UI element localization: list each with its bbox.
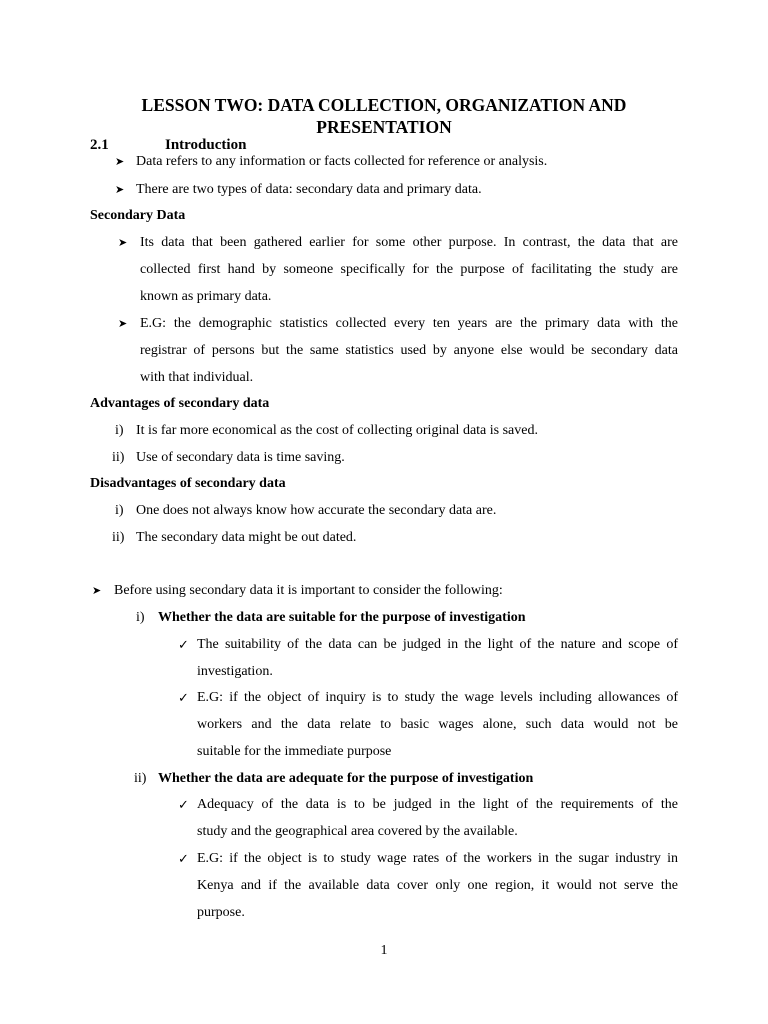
advantages-item-1: It is far more economical as the cost of collecting original data is saved. xyxy=(136,423,538,438)
arrow-bullet-icon: ➤ xyxy=(115,184,125,196)
advantages-item-2: Use of secondary data is time saving. xyxy=(136,450,345,465)
secondary-bullet-1-line-2: collected first hand by someone specifically for the purpose of facilitating the study are xyxy=(140,262,678,277)
section-number: 2.1 xyxy=(90,137,109,153)
check-icon: ✓ xyxy=(178,637,189,652)
title-line-1: LESSON TWO: DATA COLLECTION, ORGANIZATION AND xyxy=(141,95,627,115)
arrow-bullet-icon: ➤ xyxy=(115,156,125,168)
secondary-bullet-2-line-1: E.G: the demographic statistics collected every ten years are the primary data with the xyxy=(140,316,678,331)
consideration-2-check-1-line-1: Adequacy of the data is to be judged in the light of the requirements of the xyxy=(197,797,678,812)
arrow-bullet-icon: ➤ xyxy=(118,237,128,249)
advantages-marker-2: ii) xyxy=(112,450,125,465)
consideration-heading-1: Whether the data are suitable for the purpose of investigation xyxy=(158,610,526,625)
check-icon: ✓ xyxy=(178,690,189,705)
consideration-1-check-2-line-1: E.G: if the object of inquiry is to study the wage levels including allowances of xyxy=(197,690,678,705)
consideration-1-check-1-line-2: investigation. xyxy=(197,664,273,679)
consideration-1-check-1-line-1: The suitability of the data can be judged in the light of the nature and scope of xyxy=(197,637,678,652)
consideration-2-check-2-line-2: Kenya and if the available data cover only one region, it would not serve the xyxy=(197,878,678,893)
disadvantages-heading: Disadvantages of secondary data xyxy=(90,476,286,491)
consideration-marker-2: ii) xyxy=(134,771,147,786)
advantages-heading: Advantages of secondary data xyxy=(90,396,270,411)
secondary-bullet-1-line-1: Its data that been gathered earlier for some other purpose. In contrast, the data that are xyxy=(140,235,678,250)
intro-bullet-1: Data refers to any information or facts collected for reference or analysis. xyxy=(136,154,548,169)
secondary-bullet-1-line-3: known as primary data. xyxy=(140,289,272,304)
consideration-1-check-2-line-3: suitable for the immediate purpose xyxy=(197,744,392,759)
check-icon: ✓ xyxy=(178,851,189,866)
page-number: 1 xyxy=(380,943,388,958)
intro-bullet-2: There are two types of data: secondary data and primary data. xyxy=(136,182,482,197)
section-title: Introduction xyxy=(165,137,247,153)
consideration-2-check-2-line-1: E.G: if the object is to study wage rates of the workers in the sugar industry in xyxy=(197,851,678,866)
disadvantages-marker-2: ii) xyxy=(112,530,125,545)
consideration-1-check-2-line-2: workers and the data relate to basic wages alone, such data would not be xyxy=(197,717,678,732)
considerations-intro: Before using secondary data it is important to consider the following: xyxy=(114,583,503,598)
consideration-heading-2: Whether the data are adequate for the purpose of investigation xyxy=(158,771,534,786)
secondary-bullet-2-line-3: with that individual. xyxy=(140,370,254,385)
disadvantages-marker-1: i) xyxy=(115,503,124,518)
secondary-bullet-2-line-2: registrar of persons but the same statistics used by anyone else would be secondary data xyxy=(140,343,678,358)
consideration-marker-1: i) xyxy=(136,610,145,625)
arrow-bullet-icon: ➤ xyxy=(118,318,128,330)
secondary-data-heading: Secondary Data xyxy=(90,208,186,223)
advantages-marker-1: i) xyxy=(115,423,124,438)
lesson-title xyxy=(60,94,708,138)
arrow-bullet-icon: ➤ xyxy=(92,585,102,597)
consideration-2-check-1-line-2: study and the geographical area covered by the available. xyxy=(197,824,518,839)
disadvantages-item-2: The secondary data might be out dated. xyxy=(136,530,357,545)
check-icon: ✓ xyxy=(178,797,189,812)
title-line-2: PRESENTATION xyxy=(316,117,452,137)
consideration-2-check-2-line-3: purpose. xyxy=(197,905,245,920)
disadvantages-item-1: One does not always know how accurate the secondary data are. xyxy=(136,503,497,518)
